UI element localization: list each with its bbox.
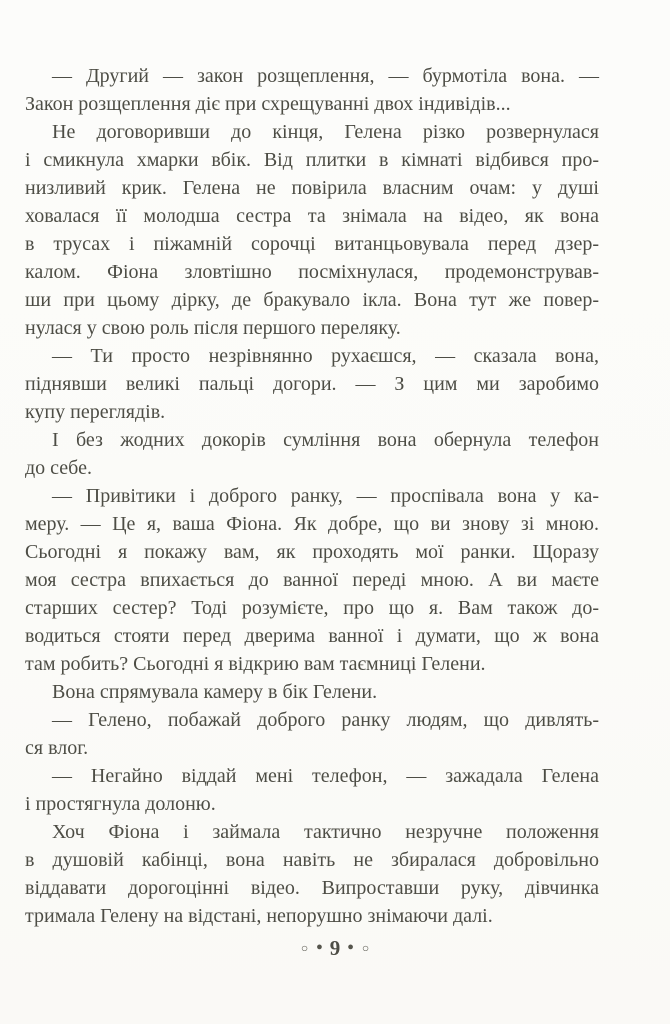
text-line: і смикнула хмарки вбік. Від плитки в кімнаті відбився про- — [25, 149, 599, 171]
text-line: до себе. — [25, 457, 92, 479]
ornament-open-circle-icon: ○ — [361, 940, 370, 955]
text-line: старших сестер? Тоді розумієте, про що я. Вам також до- — [25, 597, 599, 619]
text-line: піднявши великі пальці догори. — З цим ми заробимо — [25, 373, 599, 395]
text-line: ховалася її молодша сестра та знімала на відео, як вона — [25, 205, 599, 227]
text-line: калом. Фіона зловтішно посміхнулася, продемонстрував- — [25, 261, 599, 283]
text-line: Не договоривши до кінця, Гелена різко розвернулася — [52, 121, 599, 143]
ornament-filled-circle-icon: ● — [316, 941, 323, 953]
text-line: — Негайно віддай мені телефон, — зажадала Гелена — [52, 765, 599, 787]
text-line: — Привітики і доброго ранку, — проспівала вона у ка- — [52, 485, 599, 507]
page-number: 9 — [329, 936, 341, 960]
text-line: І без жодних докорів сумління вона обернула телефон — [52, 429, 599, 451]
text-line: купу переглядів. — [25, 401, 166, 423]
text-line: Закон розщеплення діє при схрещуванні двох індивідів... — [25, 93, 511, 115]
text-line: і простягнула долоню. — [25, 793, 216, 815]
text-line: там робить? Сьогодні я відкрию вам таємниці Гелени. — [25, 653, 486, 675]
text-line: Хоч Фіона і займала тактично незручне положення — [52, 821, 599, 843]
text-line: — Ти просто незрівнянно рухаєшся, — сказала вона, — [52, 345, 599, 367]
text-line: низливий крик. Гелена не повірила власним очам: у душі — [25, 177, 599, 199]
text-line: моя сестра впихається до ванної переді мною. А ви маєте — [25, 569, 599, 591]
text-line: — Гелено, побажай доброго ранку людям, що дивлять- — [52, 709, 599, 731]
text-line: Сьогодні я покажу вам, як проходять мої ранки. Щоразу — [25, 541, 599, 563]
text-line: ши при цьому дірку, де бракувало ікла. Вона тут же повер- — [25, 289, 599, 311]
text-line: — Другий — закон розщеплення, — бурмотіла вона. — — [52, 65, 599, 87]
text-line: віддавати дорогоцінні відео. Випроставши руку, дівчинка — [25, 877, 599, 899]
page-text — [25, 62, 599, 930]
text-line: в трусах і піжамній сорочці витанцьовувала перед дзер- — [25, 233, 599, 255]
ornament-filled-circle-icon: ● — [347, 941, 354, 953]
text-line: меру. — Це я, ваша Фіона. Як добре, що ви знову зі мною. — [25, 513, 599, 535]
text-line: ся влог. — [25, 737, 89, 759]
text-line: тримала Гелену на відстані, непорушно знімаючи далі. — [25, 905, 493, 927]
text-line: в душовій кабінці, вона навіть не збиралася добровільно — [25, 849, 599, 871]
page-footer — [0, 936, 670, 961]
ornament-open-circle-icon: ○ — [300, 940, 309, 955]
text-line: нулася у свою роль після першого переляку. — [25, 317, 401, 339]
text-line: водиться стояти перед дверима ванної і думати, що ж вона — [25, 625, 599, 647]
text-line: Вона спрямувала камеру в бік Гелени. — [52, 681, 378, 703]
